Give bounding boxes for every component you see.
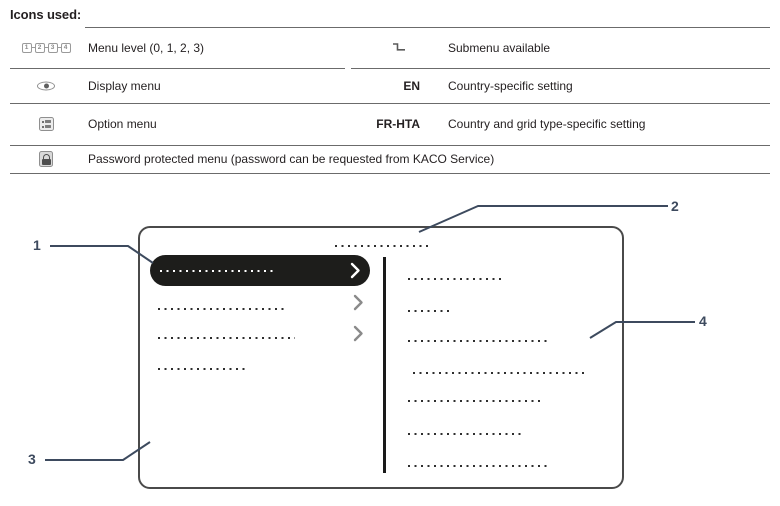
list-icon-row [42,120,51,123]
callout-4: 4 [699,313,707,329]
callout-1: 1 [33,237,41,253]
table-cell-label: Display menu [88,78,161,93]
list-icon-row [42,125,51,128]
table-cell-desc: Country-specific setting [448,78,573,93]
list-icon-bar [45,125,51,128]
table-row-option-menu [0,103,780,145]
submenu-line-dots [408,340,548,342]
menu-level-boxes [22,43,71,53]
list-icon-bar [45,120,51,123]
menu-item-dots [160,270,274,272]
eye-icon [37,81,55,90]
table-cell-label: Option menu [88,117,157,131]
display-menu-icon [10,81,82,90]
option-menu-icon [10,117,82,131]
menu-level-icon [10,43,82,53]
menu-level-box-2: 2 [35,43,45,53]
table-cell-label: Password protected menu (password can be requested from KACO Service) [88,152,495,166]
list-icon-dot [42,126,44,128]
submenu-line-dots [408,400,540,402]
table-cell-code: FR-HTA [376,117,420,131]
menu-item-dots [158,337,295,339]
table-row-menu-level [0,27,780,68]
table-cell-desc: Country and grid type-specific setting [448,117,646,131]
chevron-right-icon [353,294,364,311]
screen-column-divider [383,257,386,473]
padlock-icon [39,151,53,167]
padlock-body [42,159,51,165]
menu-level-box-3: 3 [48,43,58,53]
table-cell-label: Menu level (0, 1, 2, 3) [88,40,205,55]
list-icon-dot [42,121,44,123]
chevron-right-icon [350,262,361,279]
table-cell-desc: Submenu available [448,40,551,55]
table-row-display-menu [0,68,780,103]
submenu-line-dots [413,372,588,374]
submenu-line-dots [408,310,453,312]
menu-item-dots [158,368,248,370]
menu-level-box-4: 4 [61,43,71,53]
table-cell-code: EN [403,78,420,93]
callout-line-3 [45,442,150,460]
padlock-shackle [43,154,50,159]
submenu-icon [330,41,420,55]
eye-pupil [44,83,49,88]
submenu-arrow-glyph [392,42,406,52]
display-screen [138,226,624,489]
menu-item-dots [158,308,285,310]
callout-3: 3 [28,451,36,467]
submenu-line-dots [408,465,550,467]
menu-item-selected [150,255,370,286]
submenu-line-dots [408,278,505,280]
table-row-password [0,145,780,173]
submenu-line-dots [408,433,525,435]
screen-title-dots [335,245,430,247]
password-menu-icon [10,151,82,167]
callout-2: 2 [671,198,679,214]
chevron-right-icon [353,325,364,342]
menu-level-box-1: 1 [22,43,32,53]
table-rule [10,173,770,174]
table-heading: Icons used: [10,7,82,22]
list-icon [39,117,54,131]
